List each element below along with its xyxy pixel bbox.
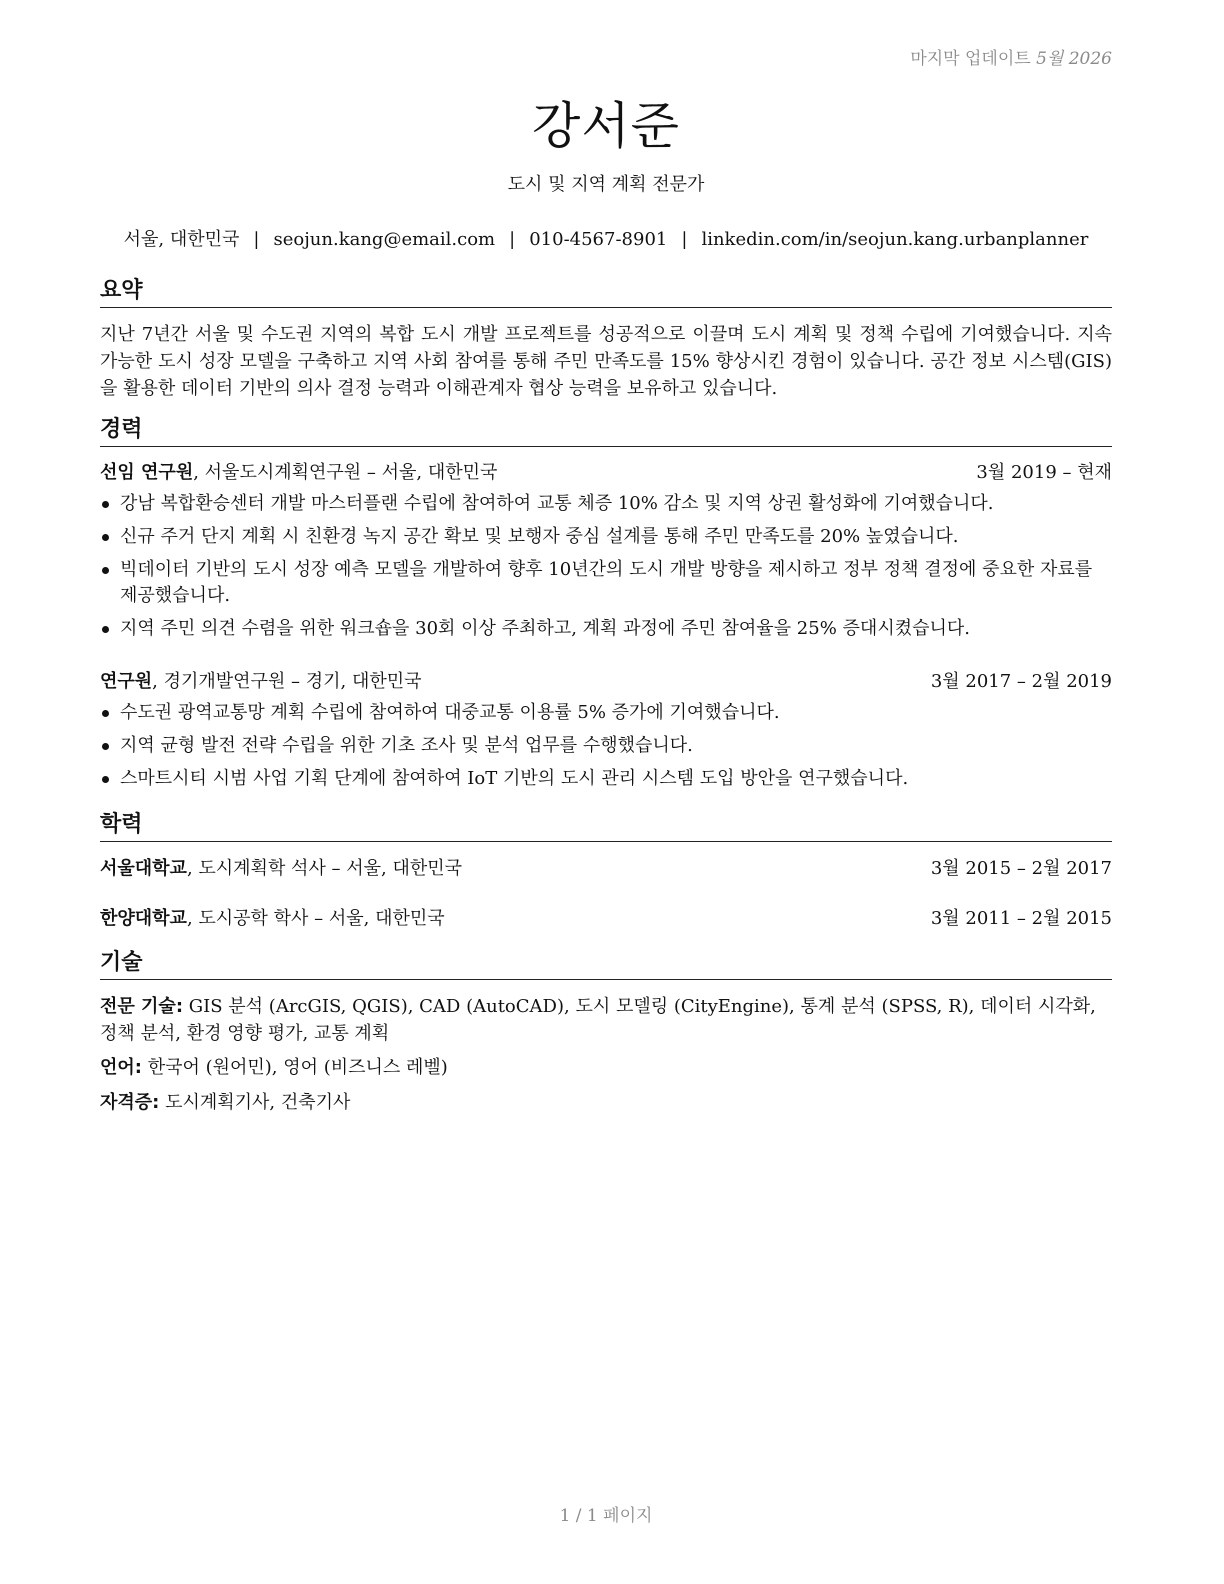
last-updated-date: 5월 2026 xyxy=(1036,49,1112,69)
skill-value: 도시계획기사, 건축기사 xyxy=(159,1092,351,1113)
job-role: 연구원 xyxy=(100,671,153,692)
contact-separator: | xyxy=(253,229,260,250)
contact-linkedin[interactable]: linkedin.com/in/seojun.kang.urbanplanner xyxy=(701,229,1089,250)
job-bullets xyxy=(100,491,1112,649)
section-title-experience: 경력 xyxy=(100,417,1112,447)
job-header xyxy=(100,461,1112,485)
section-title-education: 학력 xyxy=(100,812,1112,842)
contact-location: 서울, 대한민국 xyxy=(123,229,240,250)
list-item xyxy=(100,733,1112,759)
section-title-summary: 요약 xyxy=(100,278,1112,308)
education-item xyxy=(100,857,1112,881)
education-dates: 3월 2011 – 2월 2015 xyxy=(930,908,1112,929)
skill-line xyxy=(100,993,1112,1047)
list-item xyxy=(100,491,1112,517)
bullet-icon xyxy=(102,776,109,783)
contact-email[interactable]: seojun.kang@email.com xyxy=(273,229,496,250)
degree-detail: , 도시계획학 석사 – 서울, 대한민국 xyxy=(186,858,463,879)
contact-separator: | xyxy=(509,229,516,250)
job-org: , 경기개발연구원 – 경기, 대한민국 xyxy=(152,671,422,692)
last-updated-label: 마지막 업데이트 xyxy=(910,49,1031,69)
section-title-skills: 기술 xyxy=(100,950,1112,980)
school-name: 한양대학교 xyxy=(100,908,187,929)
bullet-icon xyxy=(102,501,109,508)
education-dates: 3월 2015 – 2월 2017 xyxy=(930,858,1112,879)
job-bullets xyxy=(100,700,1112,799)
bullet-icon xyxy=(102,567,109,574)
job-header xyxy=(100,670,1112,694)
skill-label: 자격증: xyxy=(100,1092,160,1113)
list-item xyxy=(100,524,1112,550)
bullet-icon xyxy=(102,626,109,633)
contact-phone: 010-4567-8901 xyxy=(529,229,668,250)
bullet-text: 신규 주거 단지 계획 시 친환경 녹지 공간 확보 및 보행자 중심 설계를 통해 주민 만족도를 20% 높였습니다. xyxy=(120,526,959,547)
education-item xyxy=(100,907,1112,931)
job-role: 선임 연구원 xyxy=(100,462,194,483)
degree-detail: , 도시공학 학사 – 서울, 대한민국 xyxy=(186,908,445,929)
job-dates: 3월 2017 – 2월 2019 xyxy=(930,671,1112,692)
last-updated xyxy=(910,44,1112,69)
skill-value: GIS 분석 (ArcGIS, QGIS), CAD (AutoCAD), 도시 모델링 (CityEngine), 통계 분석 (SPSS, R), 데이터 시각화, 정책 분석, 환경 영향 평가, 교통 계획 xyxy=(100,996,1096,1044)
contact-separator: | xyxy=(681,229,688,250)
summary-text: 지난 7년간 서울 및 수도권 지역의 복합 도시 개발 프로젝트를 성공적으로 이끌며 도시 계획 및 정책 수립에 기여했습니다. 지속 가능한 도시 성장 모델을 구축하고 지역 사회 참여를 통해 주민 만족도를 15% 향상시킨 경험이 있습니다. 공간 정보 시스템(GIS)을 활용한 데이터 기반의 의사 결정 능력과 이해관계자 협상 능력을 보유하고 있습니다. xyxy=(100,324,1112,399)
list-item xyxy=(100,616,1112,642)
bullet-text: 수도권 광역교통망 계획 수립에 참여하여 대중교통 이용률 5% 증가에 기여했습니다. xyxy=(120,702,780,723)
bullet-text: 스마트시티 시범 사업 기획 단계에 참여하여 IoT 기반의 도시 관리 시스템 도입 방안을 연구했습니다. xyxy=(120,768,909,789)
contact-line xyxy=(100,225,1112,251)
skill-line xyxy=(100,1054,1112,1081)
candidate-name: 강서준 xyxy=(532,97,680,155)
list-item xyxy=(100,557,1112,609)
skill-value: 한국어 (원어민), 영어 (비즈니스 레벨) xyxy=(141,1057,448,1078)
job-dates: 3월 2019 – 현재 xyxy=(976,462,1112,483)
candidate-tagline: 도시 및 지역 계획 전문가 xyxy=(507,174,705,195)
bullet-text: 지역 균형 발전 전략 수립을 위한 기초 조사 및 분석 업무를 수행했습니다. xyxy=(120,735,693,756)
resume-page xyxy=(100,0,1112,1584)
bullet-text: 강남 복합환승센터 개발 마스터플랜 수립에 참여하여 교통 체증 10% 감소 및 지역 상권 활성화에 기여했습니다. xyxy=(120,493,994,514)
bullet-icon xyxy=(102,710,109,717)
list-item xyxy=(100,766,1112,792)
bullet-icon xyxy=(102,743,109,750)
bullet-text: 빅데이터 기반의 도시 성장 예측 모델을 개발하여 향후 10년간의 도시 개발 방향을 제시하고 정부 정책 결정에 중요한 자료를 제공했습니다. xyxy=(120,559,1093,606)
skill-line xyxy=(100,1089,1112,1116)
list-item xyxy=(100,700,1112,726)
job-org: , 서울도시계획연구원 – 서울, 대한민국 xyxy=(193,462,498,483)
page-number: 1 / 1 페이지 xyxy=(559,1506,653,1526)
skill-label: 언어: xyxy=(100,1057,142,1078)
bullet-icon xyxy=(102,534,109,541)
school-name: 서울대학교 xyxy=(100,858,187,879)
skill-label: 전문 기술: xyxy=(100,996,184,1017)
bullet-text: 지역 주민 의견 수렴을 위한 워크숍을 30회 이상 주최하고, 계획 과정에 주민 참여율을 25% 증대시켰습니다. xyxy=(120,618,970,639)
